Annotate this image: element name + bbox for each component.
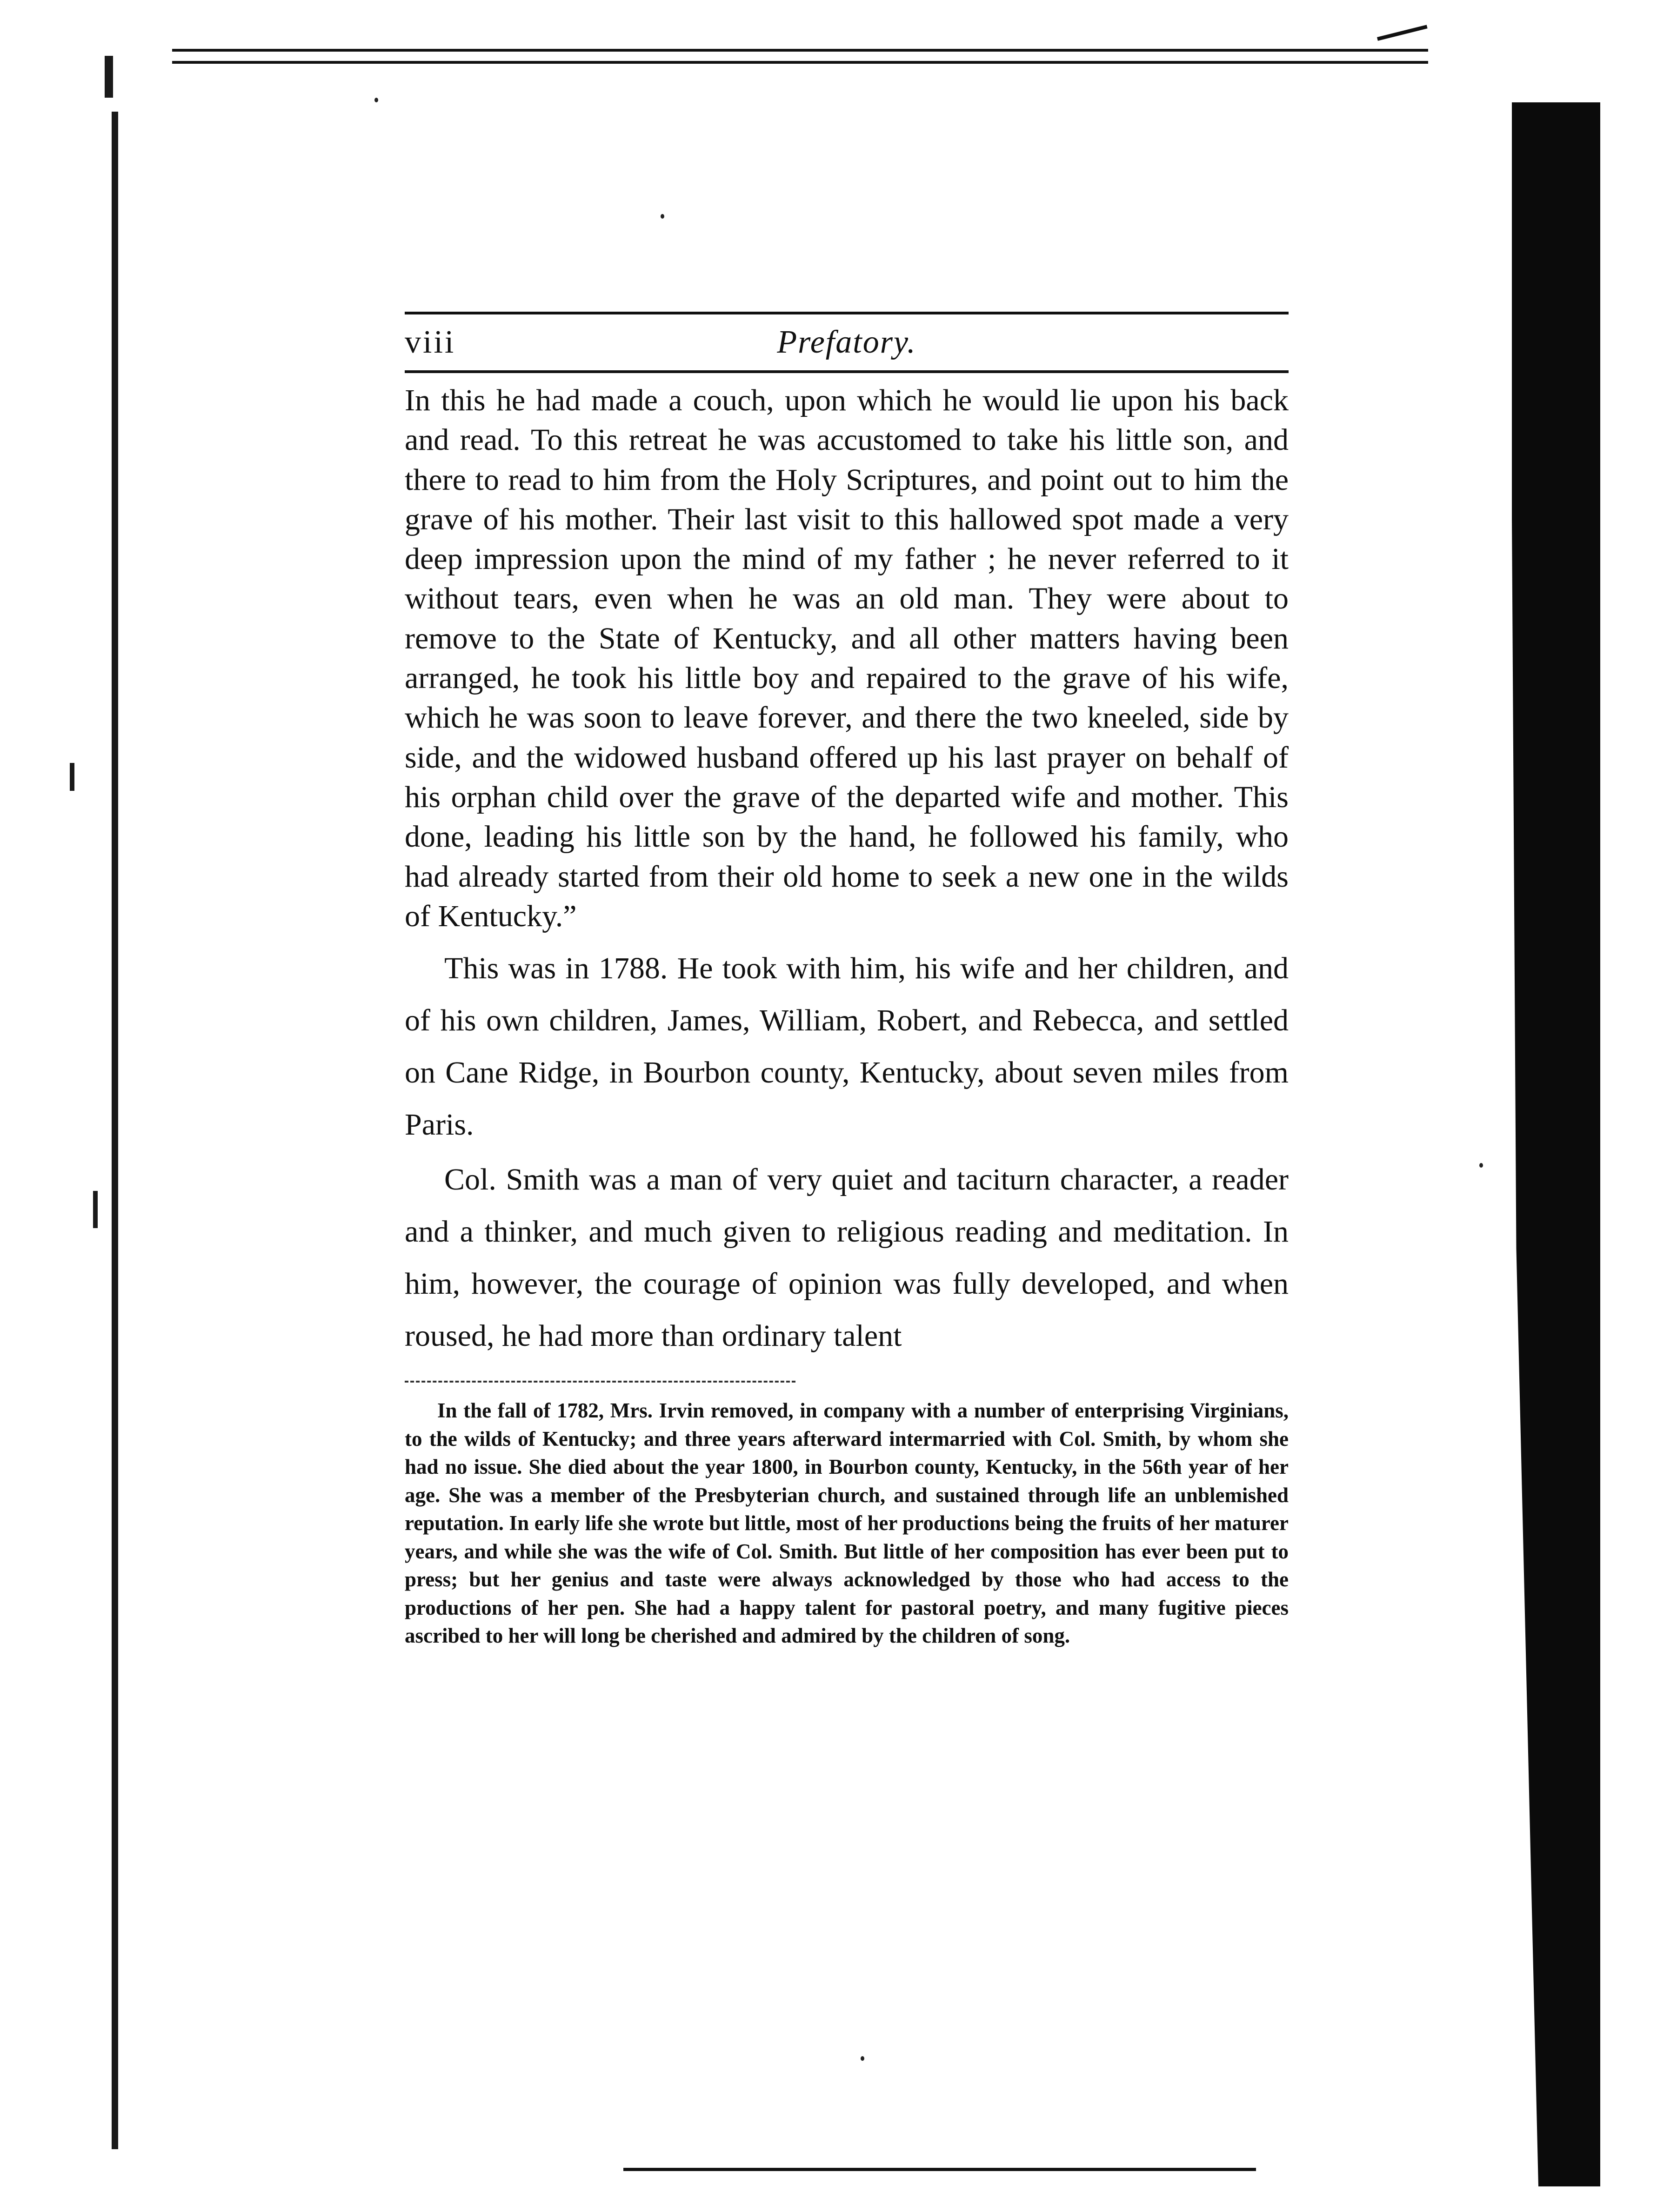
scan-left-edge-bar: [112, 112, 118, 2149]
scan-speck: [374, 98, 378, 102]
running-title: Prefatory.: [777, 324, 916, 360]
page-number: viii: [405, 324, 456, 360]
book-page: [405, 312, 1289, 1650]
scan-speck: [861, 2056, 864, 2061]
scan-left-edge-mark: [105, 56, 113, 98]
scan-left-edge-mark: [93, 1191, 98, 1228]
body-paragraph: Col. Smith was a man of very quiet and taciturn character, a reader and a thinker, and much given to religious reading and meditation. In him, however, the courage of opinion was fully developed, and when roused, he had more than ordinary talent: [405, 1163, 1289, 1353]
scan-bottom-rule: [623, 2168, 1256, 2171]
scan-right-edge-bar: [1512, 102, 1600, 2186]
scan-speck: [1479, 1163, 1483, 1168]
scan-left-edge-mark: [70, 763, 74, 791]
scan-speck: [661, 214, 664, 219]
footnote: In the fall of 1782, Mrs. Irvin removed, in company with a number of enterprising Virginians, to the wilds of Kentucky; and three years afterward intermarried with Col. Smith, by whom she had no issue. She died about the year 1800, in Bourbon county, Kentucky, in the 56th year of her age. She was a member of the Presbyterian church, and sustained through life an unblemished reputation. In early life she wrote but little, most of her productions being the fruits of her maturer years, and while she was the wife of Col. Smith. But little of her composition has ever been put to press; but her genius and taste were always acknowledged by those who had access to the productions of her pen. She had a happy talent for pastoral poetry, and many fugitive pieces ascribed to her will long be cherished and admired by the children of song.: [405, 1399, 1289, 1648]
running-head: [405, 314, 1289, 370]
body-paragraph: In this he had made a couch, upon which he would lie upon his back and read. To this retreat he was accustomed to take his little son, and there to read to him from the Holy Scriptures, and point out to him the grave of his mother. Their last visit to this hallowed spot made a very deep impression upon the mind of my father ; he never referred to it without tears, even when he was an old man. They were about to remove to the State of Kentucky, and all other matters having been arranged, he took his little boy and repaired to the grave of his wife, which he was soon to leave forever, and there the two kneeled, side by side, and the widowed husband offered up his last prayer on behalf of his orphan child over the grave of the departed wife and mother. This done, leading his little son by the hand, he followed his family, who had already started from their old home to seek a new one in the wilds of Kentucky.”: [405, 383, 1289, 933]
scan-top-rule: [172, 49, 1428, 64]
body-paragraph: This was in 1788. He took with him, his wife and her children, and of his own children, James, William, Robert, and Rebecca, and settled on Cane Ridge, in Bourbon county, Kentucky, about seven miles from Paris.: [405, 951, 1289, 1142]
header-rule-bottom: [405, 370, 1289, 373]
footnote-rule: [405, 1381, 795, 1383]
